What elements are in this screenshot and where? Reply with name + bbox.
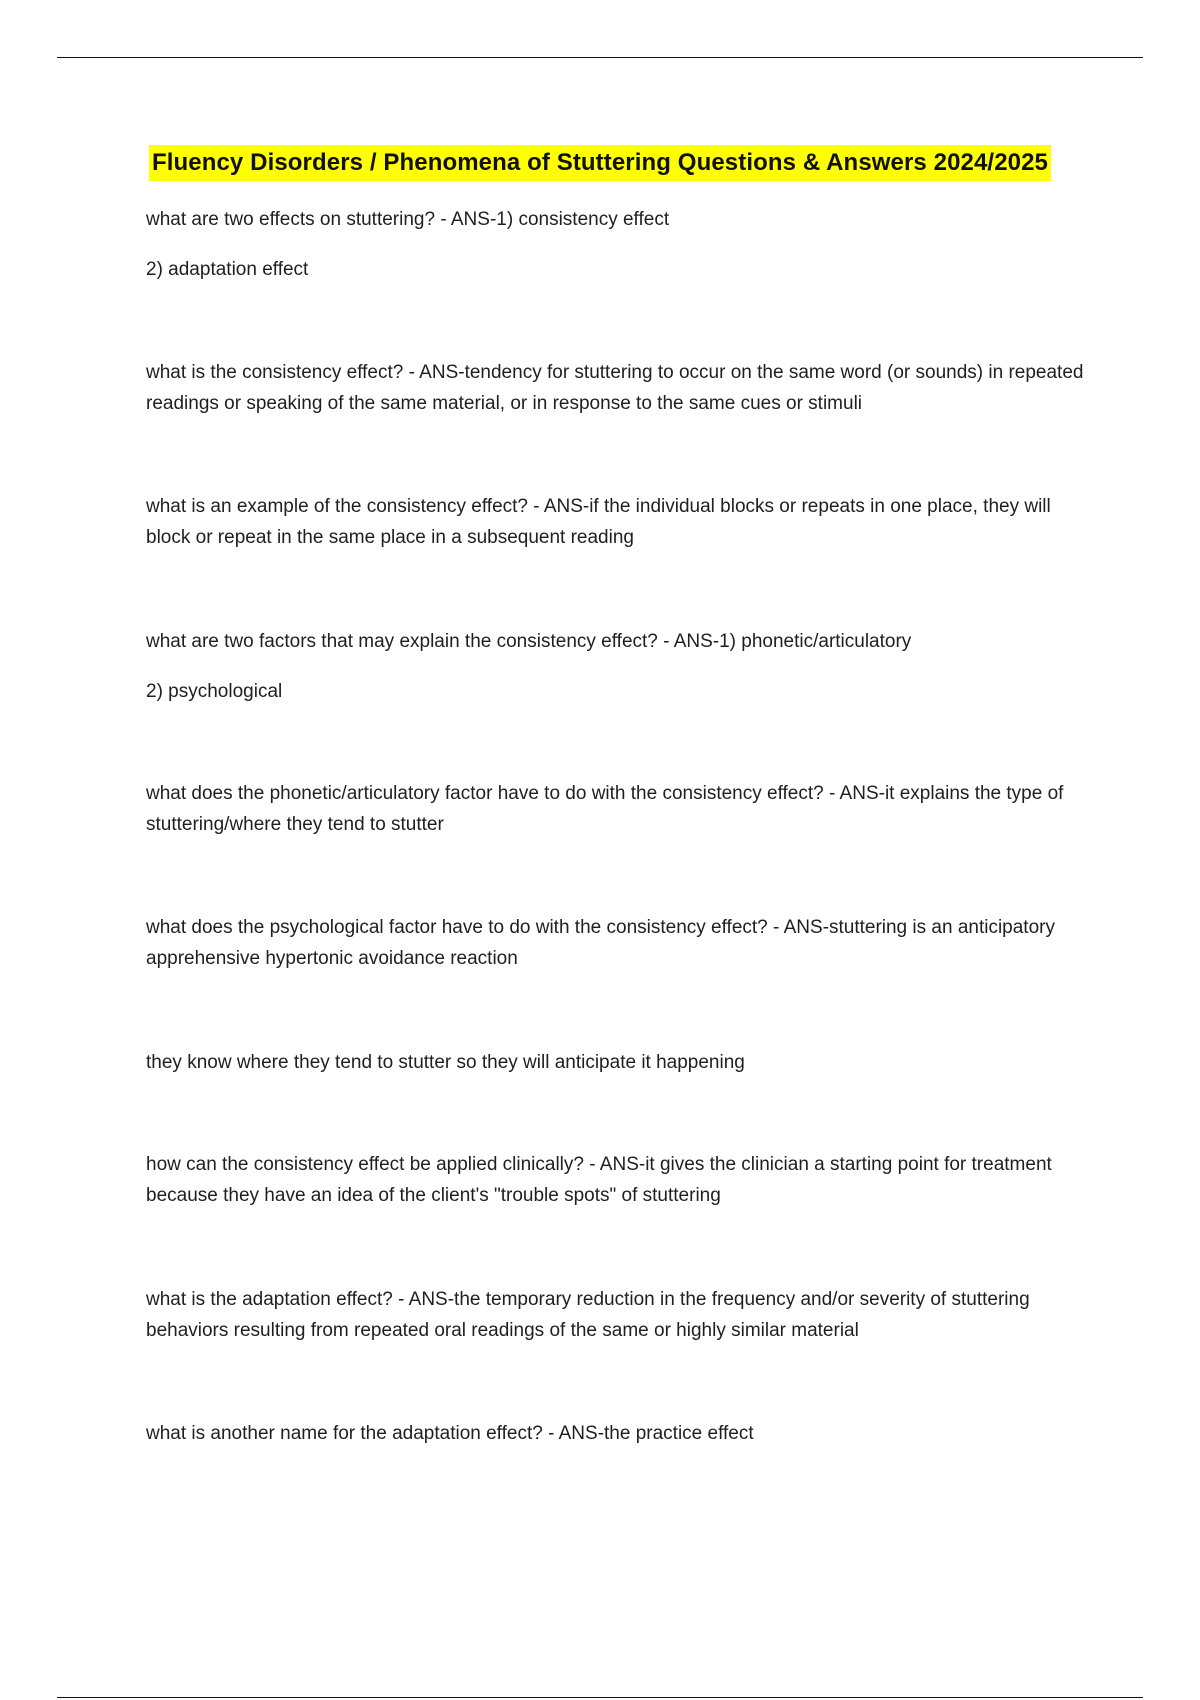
- paragraph-q4: what are two factors that may explain the consistency effect? - ANS-1) phonetic/articulatory: [146, 631, 912, 652]
- header-rule: [57, 57, 1143, 58]
- paragraph-q5: what does the phonetic/articulatory factor have to do with the consistency effect? - ANS-it explains the type of stuttering/where they tend to stutter: [146, 783, 1064, 835]
- paragraph-q4-cont: 2) psychological: [146, 681, 283, 702]
- title-container: [0, 145, 1200, 181]
- paragraph-q1-cont: 2) adaptation effect: [146, 259, 309, 280]
- paragraph-q1: what are two effects on stuttering? - ANS-1) consistency effect: [146, 209, 670, 230]
- paragraph-q6-cont: they know where they tend to stutter so they will anticipate it happening: [146, 1052, 745, 1073]
- paragraph-q3: what is an example of the consistency effect? - ANS-if the individual blocks or repeats in one place, they will block or repeat in the same place in a subsequent reading: [146, 496, 1051, 548]
- document-title: Fluency Disorders / Phenomena of Stuttering Questions & Answers 2024/2025: [149, 145, 1051, 181]
- paragraph-q7: how can the consistency effect be applied clinically? - ANS-it gives the clinician a starting point for treatment because they have an idea of the client's "trouble spots" of stuttering: [146, 1154, 1052, 1206]
- paragraph-q8: what is the adaptation effect? - ANS-the temporary reduction in the frequency and/or severity of stuttering behaviors resulting from repeated oral readings of the same or highly similar material: [146, 1289, 1030, 1341]
- paragraph-q2: what is the consistency effect? - ANS-tendency for stuttering to occur on the same word (or sounds) in repeated readings or speaking of the same material, or in response to the same cues or stimuli: [146, 362, 1084, 414]
- footer-rule: [57, 1697, 1143, 1698]
- paragraph-q9: what is another name for the adaptation effect? - ANS-the practice effect: [146, 1423, 754, 1444]
- paragraph-q6: what does the psychological factor have to do with the consistency effect? - ANS-stuttering is an anticipatory apprehensive hypertonic avoidance reaction: [146, 917, 1055, 969]
